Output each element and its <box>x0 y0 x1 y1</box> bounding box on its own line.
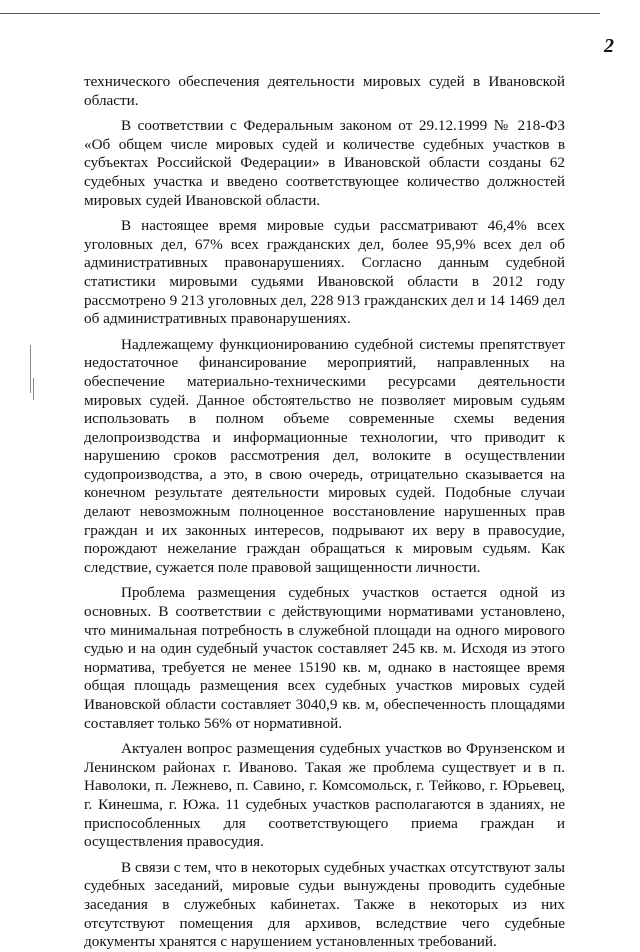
paragraph-3: В настоящее время мировые судьи рассматривают 46,4% всех уголовных дел, 67% всех гражданских дел, более 95,9% всех дел об административных правонарушениях. Согласно данным судебной статистики мировыми судьями Ивановской области в 2012 году рассмотрено 9 213 уголовных дел, 228 913 гражданских дел и 14 1469 дел об административных правонарушениях. <box>84 217 565 328</box>
paragraph-1: технического обеспечения деятельности мировых судей в Ивановской области. <box>84 73 565 109</box>
margin-scan-mark <box>30 345 31 393</box>
paragraph-5: Проблема размещения судебных участков остается одной из основных. В соответствии с действующими нормативами установлено, что минимальная потребность в служебной площади на одного мирового судью и на один судебный участок составляет 245 кв. м. Исходя из этого норматива, требуется не менее 15190 кв. м, однако в настоящее время общая площадь размещения всех судебных участков мировых судей Ивановской области составляет 3040,9 кв. м, обеспеченность площадями составляет только 56% от нормативной. <box>84 584 565 732</box>
paragraph-7: В связи с тем, что в некоторых судебных участках отсутствуют залы судебных заседаний, мировые судьи вынуждены проводить судебные заседания в служебных кабинетах. Также в некоторых из них отсутствуют помещения для архивов, вследствие чего судебные документы хранятся с нарушением установленных требований. <box>84 858 565 951</box>
page-number: 2 <box>604 35 614 57</box>
paragraph-4: Надлежащему функционированию судебной системы препятствует недостаточное финансирование мероприятий, направленных на обеспечение материально-техническими ресурсами деятельности мировых судей. Данное обстоятельство не позволяет мировым судьям использовать в полном объеме современные схемы ведения делопроизводства и информационные технологии, что приводит к нарушению сроков рассмотрения дел, волоките в осуществлении судопроизводства, а это, в свою очередь, отрицательно сказывается на конечном результате деятельности мировых судей. Подобные случаи делают невозможным полноценное восстановление нарушенных прав граждан и их законных интересов, подрывают их веру в правосудие, порождают нежелание граждан обращаться к мировым судьям. Как следствие, сужается поле правовой защищенности личности. <box>84 335 565 576</box>
top-edge-line <box>0 13 600 14</box>
margin-scan-mark <box>33 378 34 400</box>
paragraph-6: Актуален вопрос размещения судебных участков во Фрунзенском и Ленинском районах г. Иваново. Такая же проблема существует и в п. Наволоки, п. Лежнево, п. Савино, г. Комсомольск, г. Тейково, г. Юрьевец, г. Кинешма, г. Южа. 11 судебных участков располагаются в зданиях, не приспособленных для соответствующего приема граждан и осуществления правосудия. <box>84 740 565 851</box>
document-body <box>84 73 565 952</box>
paragraph-2: В соответствии с Федеральным законом от 29.12.1999 № 218-ФЗ «Об общем числе мировых судей и количестве судебных участков в субъектах Российской Федерации» в Ивановской области созданы 62 судебных участка и введено соответствующее количество должностей мировых судей Ивановской области. <box>84 117 565 209</box>
